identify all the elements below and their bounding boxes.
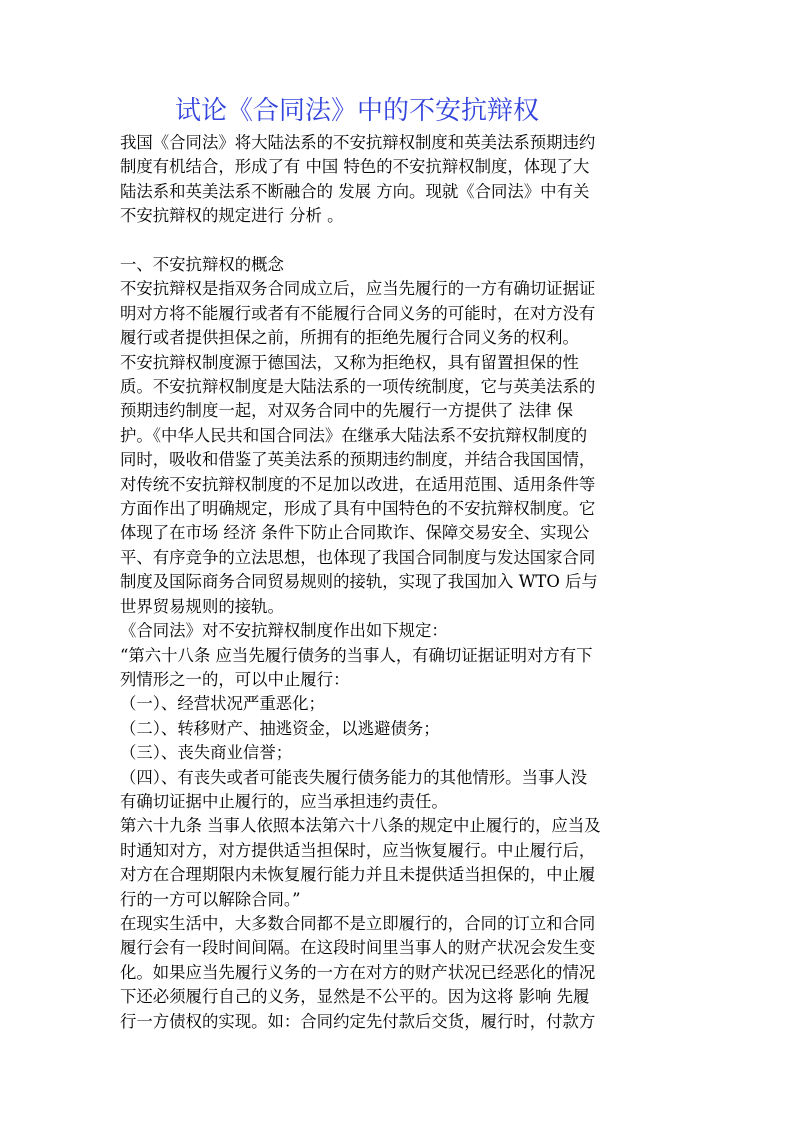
text-line: 对传统不安抗辩权制度的不足加以改进，在适用范围、适用条件等 [120, 474, 596, 494]
paragraph-provision-intro [120, 619, 680, 643]
text-line: “第六十八条 应当先履行债务的当事人，有确切证据证明对方有下 [120, 645, 593, 665]
list-item-3 [120, 741, 680, 765]
text-line: 世界贸易规则的接轨。 [120, 596, 284, 616]
text-line: 护。《中华人民共和国合同法》在继承大陆法系不安抗辩权制度的 [120, 425, 588, 445]
text-line: 制度及国际商务合同贸易规则的接轨，实现了我国加入 WTO 后与 [120, 572, 598, 592]
paragraph-reality [120, 912, 680, 1034]
text-line: 时通知对方，对方提供适当担保时，应当恢复履行。中止履行后， [120, 840, 596, 860]
text-line: 履行会有一段时间间隔。在这段时间里当事人的财产状况会发生变 [120, 938, 596, 958]
text-line: 第六十九条 当事人依照本法第六十八条的规定中止履行的，应当及 [120, 816, 601, 836]
paragraph-spacer [120, 229, 680, 253]
text-line: 对方在合理期限内未恢复履行能力并且未提供适当担保的，中止履 [120, 865, 596, 885]
text-line: 化。如果应当先履行义务的一方在对方的财产状况已经恶化的情况 [120, 962, 596, 982]
text-line: 列情形之一的，可以中止履行： [120, 669, 350, 689]
text-line: （二）、转移财产、抽逃资金，以逃避债务； [120, 718, 440, 738]
text-line: 行的一方可以解除合同。” [120, 889, 301, 909]
text-line: （三）、丧失商业信誉； [120, 743, 293, 763]
paragraph-definition [120, 277, 680, 350]
text-line: （四）、有丧失或者可能丧失履行债务能力的其他情形。当事人没 [120, 767, 588, 787]
text-line: 平、有序竞争的立法思想，也体现了我国合同制度与发达国家合同 [120, 547, 596, 567]
text-line: 《合同法》对不安抗辩权制度作出如下规定： [120, 621, 448, 641]
section-heading [120, 253, 680, 277]
text-line: 不安抗辩权制度源于德国法，又称为拒绝权，具有留置担保的性 [120, 352, 579, 372]
text-line: 同时，吸收和借鉴了英美法系的预期违约制度，并结合我国国情， [120, 450, 596, 470]
text-line: 不安抗辩权是指双务合同成立后，应当先履行的一方有确切证据证 [120, 279, 596, 299]
text-line: 明对方将不能履行或者有不能履行合同义务的可能时，在对方没有 [120, 303, 596, 323]
text-line: 制度有机结合，形成了有 中国 特色的不安抗辩权制度，体现了大 [120, 157, 590, 177]
text-line: 不安抗辩权的规定进行 分析 。 [120, 206, 344, 226]
text-line: （一）、经营状况严重恶化； [120, 694, 325, 714]
paragraph-intro [120, 131, 680, 229]
text-line: 体现了在市场 经济 条件下防止合同欺诈、保障交易安全、实现公 [120, 523, 590, 543]
section-heading-text: 一、不安抗辩权的概念 [120, 255, 284, 275]
document-title: 试论《合同法》中的不安抗辩权 [175, 96, 540, 126]
list-item-2 [120, 717, 680, 741]
text-line: 方面作出了明确规定，形成了具有中国特色的不安抗辩权制度。它 [120, 499, 596, 519]
text-line: 我国《合同法》将大陆法系的不安抗辩权制度和英美法系预期违约 [120, 133, 596, 152]
list-item-4 [120, 766, 680, 815]
text-line: 下还必须履行自己的义务，显然是不公平的。因为这将 影响 先履 [120, 987, 590, 1007]
paragraph-article-68 [120, 644, 680, 693]
text-line: 陆法系和英美法系不断融合的 发展 方向。现就《合同法》中有关 [120, 181, 590, 201]
list-item-1 [120, 692, 680, 716]
text-line: 在现实生活中，大多数合同都不是立即履行的，合同的订立和合同 [120, 913, 596, 933]
text-line: 行一方债权的实现。如：合同约定先付款后交货，履行时，付款方 [120, 1011, 596, 1031]
text-line: 预期违约制度一起，对双务合同中的先履行一方提供了 法律 保 [120, 401, 573, 421]
paragraph-origin [120, 351, 680, 619]
paragraph-article-69 [120, 814, 680, 912]
text-line: 质。不安抗辩权制度是大陆法系的一项传统制度，它与英美法系的 [120, 377, 596, 397]
document-body [120, 131, 680, 1034]
text-line: 有确切证据中止履行的，应当承担违约责任。 [120, 791, 448, 811]
text-line: 履行或者提供担保之前，所拥有的拒绝先履行合同义务的权利。 [120, 328, 579, 348]
